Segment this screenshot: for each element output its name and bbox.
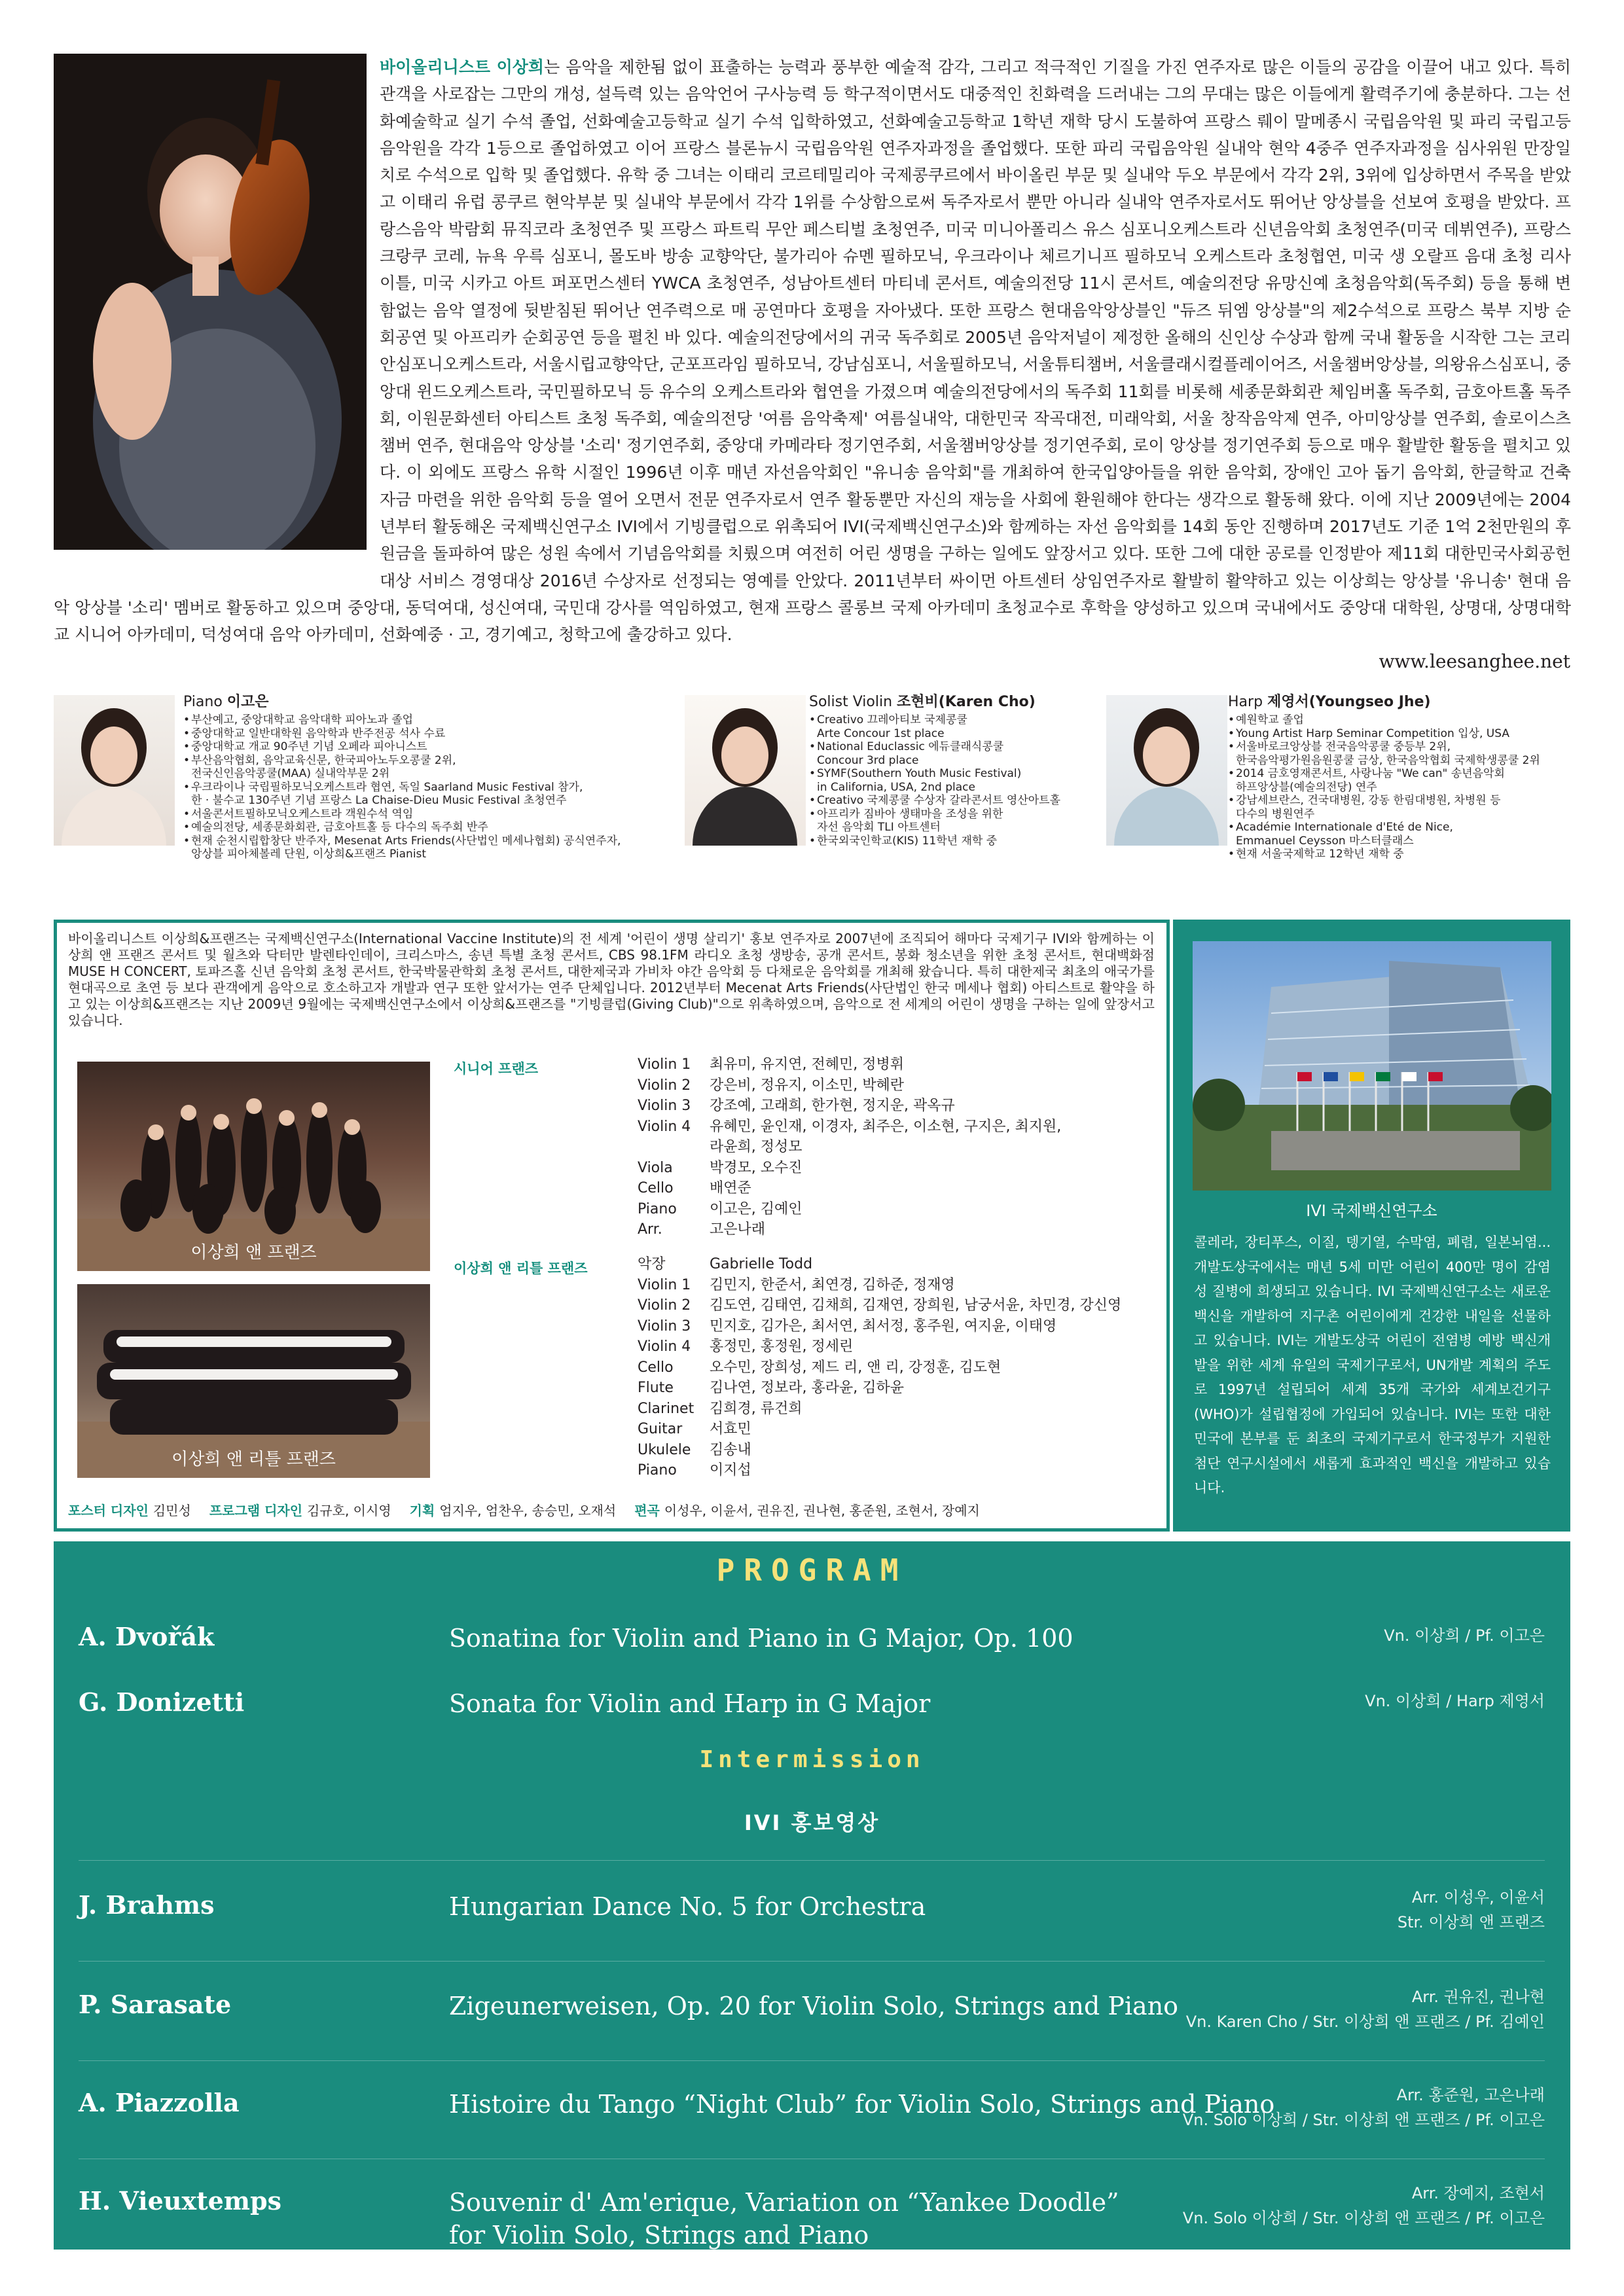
roster-names: 이고은, 김예인 — [710, 1200, 803, 1217]
program-performer-line: Vn. Solo 이상희 / Str. 이상희 앤 프랜즈 / Pf. 이고은 — [1182, 2111, 1545, 2129]
program-divider — [79, 1961, 1545, 1962]
roster-names: 유혜민, 윤인재, 이경자, 최주은, 이소현, 구지은, 최지원, — [710, 1118, 1062, 1135]
performer-name-text: 제영서(Youngseo Jhe) — [1267, 694, 1431, 710]
performer-profile-item: • National Educlassic 에듀클래식콩쿨 — [809, 740, 1060, 754]
roster-part: Violin 1 — [638, 1056, 691, 1073]
roster-names: 민지호, 김가은, 최서연, 최서정, 홍주원, 여지윤, 이태영 — [710, 1318, 1057, 1335]
program-performer-line: Arr. 권유진, 권나현 — [1411, 1988, 1545, 2006]
performer-profile-item: 전국신인음악콩쿨(MAA) 실내악부문 2위 — [191, 767, 390, 780]
performer-name — [809, 691, 1036, 711]
performer-role: Solist Violin — [809, 694, 897, 710]
program-performers — [1398, 1885, 1545, 1935]
program-performers — [1183, 2083, 1545, 2132]
roster-names: Gabrielle Todd — [710, 1256, 813, 1272]
credit-value: 이성우, 이윤서, 권유진, 권나현, 홍준원, 조현서, 장예지 — [664, 1503, 980, 1518]
performer-profile-item: Emmanuel Ceysson 마스터클래스 — [1236, 834, 1414, 848]
performer-photo — [54, 695, 175, 846]
roster-row — [638, 1054, 1061, 1075]
bio-body: 는 음악을 제한됨 없이 표출하는 능력과 풍부한 예술적 감각, 그리고 적극적인 기질을 가진 연주자로 많은 이들의 공감을 이끌어 내고 있다. 특히 관객을 사로잡는 그만의 개성, 설득력 있는 음악언어 구사능력 등 학구적이면서도 대중적인 친화력을 드러내는 그의 무대는 많은 이들에게 활력주기에 충분하다. 그는 선화예술학교 실기 수석 졸업, 선화예술고등학교 실기 수석 입학하였고, 선화예술고등학교 1학년 재학 당시 도불하여 프랑스 뤠이 말메종시 국립음악원 및 파리 국립고등음악원을 각각 1등으로 졸업하였고 이어 프랑스 블론뉴시 국립음악원 연주자과정을 졸업했다. 또한 파리 국립음악원 실내악 현악 4중주 연주자과정을 심사위원 만장일치로 수석으로 입학 및 졸업했다. 유학 중 그녀는 이태리 코르테밀리아 국제콩쿠르에서 바이올린 부문 및 실내악 두오 부문에서 각각 2위, 3위에 입상하면서 주목을 받았고 이태리 유럽 콩쿠르 현악부분 및 실내악 부문에서 각각 1위를 수상함으로써 독주자로서 뿐만 아니라 실내악 연주자로서도 뛰어난 앙상블을 선보여 호평을 받았다. 프랑스음악 박람회 뮤직코라 초청연주 및 프랑스 파트릭 무안 페스티벌 초청연주, 미국 미니아폴리스 유스 심포니오케스트라 신년음악회 초청연주(미국 데뷔연주), 프랑스 크랑쿠 코레, 뉴욕 우륵 심포니, 몰도바 방송 교향악단, 불가리아 슈멘 필하모닉, 우크라이나 체르기니프 필하모닉 오케스트라 초청협연, 미국 생 오랄프 음대 초청 리사이틀, 미국 시카고 아트 퍼포먼스센터 YWCA 초청연주, 성남아트센터 마티네 콘서트, 예술의전당 11시 콘서트, 예술의전당 유망신예 초청음악회(독주회) 등을 통해 변함없는 음악 열정에 뒷받침된 뛰어난 연주력으로 매 공연마다 호평을 자아냈다. 또한 프랑스 현대음악앙상블인 "듀즈 뒤엠 앙상블"의 제2수석으로 프랑스 북부 지방 순회공연 및 아프리카 순회공연 등을 펼친 바 있다. 예술의전당에서의 귀국 독주회로 2005년 음악저널이 제정한 올해의 신인상 수상과 함께 국내 활동을 시작한 그는 코리안심포니오케스트라, 서울시립교향악단, 군포프라임 필하모닉, 강남심포니, 서울필하모닉, 서울튜티챔버, 서울클래시컬플레이어즈, 서울챔버앙상블, 의왕유스심포니, 중앙대 윈드오케스트라, 국민필하모닉 등 유수의 오케스트라와 협연을 가졌으며 예술의전당에서의 독주회 11회를 비롯해 세종문화회관 체임버홀 독주회, 금호아트홀 독주회, 이원문화센터 아티스트 초청 독주회, 예술의전당 '여름 음악축제' 여름실내악, 대한민국 작곡대전, 미래악회, 서울 창작음악제 연주, 아미앙상블 연주회, 솔로이스츠챔버 연주, 현대음악 앙상블 '소리' 정기연주회, 중앙대 카메라타 정기연주회, 서울챔버앙상블 정기연주회, 로이 앙상블 정기연주회 등으로 매우 활발한 활동을 펼치고 있다. 이 외에도 프랑스 유학 시절인 1996년 이후 매년 자선음악회인 "유니송 음악회"를 개최하여 한국입양아들을 위한 음악회, 장애인 고아 돕기 음악회, 한글학교 건축자금 마련을 위한 음악회 등을 열어 오면서 전문 연주자로서 연주 활동뿐만 자신의 재능을 사회에 환원해야 한다는 생각으로 활동해 왔다. 이에 지난 2009년에는 2004년부터 활동해온 국제백신연구소 IVI에서 기빙클럽으로 위촉되어 IVI(국제백신연구소)와 함께하는 자선 음악회를 14회 동안 진행하며 2017년도 기준 1억 2천만원의 후원금을 돌파하여 많은 성원 속에서 기념음악회를 치뤘으며 여전히 어린 생명을 구하는 일에도 앞장서고 있다. 또한 그에 대한 공로를 인정받아 제11회 대한민국사회공헌대상 서비스 경영대상 2016년 수상자로 선정되는 영예를 안았다. 2011년부터 싸이먼 아트센터 상임연주자로 활발히 활약하고 있는 이상희는 앙상블 '유니송' 현대 음악 앙상블 '소리' 멤버로 활동하고 있으며 중앙대, 동덕여대, 성신여대, 국민대 강사를 역임하였고, 현재 프랑스 콜롱브 국제 아카데미 초청교수로 후학을 양성하고 있으며 국내에서도 중앙대 대학원, 상명대, 상명대학교 시니어 아카데미, 덕성여대 음악 아카데미, 선화예중 · 고, 경기예고, 청학고에 출강하고 있다. — [54, 58, 1571, 645]
roster-names: 김민지, 한준서, 최연경, 김하준, 정재영 — [710, 1276, 955, 1293]
program-work — [449, 1622, 1074, 1655]
program-work — [449, 2088, 1274, 2121]
roster-part: 악장 — [638, 1256, 666, 1272]
roster-names: 오수민, 장희성, 제드 리, 앤 리, 강정훈, 김도현 — [710, 1359, 1001, 1376]
performer-profile-item: • 한국외국인학교(KIS) 11학년 재학 중 — [809, 834, 1060, 848]
roster-part: Flute — [638, 1380, 674, 1396]
program-composer: G. Donizetti — [79, 1687, 245, 1717]
performer-profile-item: 한국음악평가원음원콩쿨 금상, 한국음악협회 국제학생콩쿨 2위 — [1236, 753, 1540, 767]
performer-profile-item: 앙상블 피아체볼레 단원, 이상희&프랜즈 Pianist — [191, 848, 427, 861]
performer-name — [183, 691, 269, 711]
ivi-promo-video-label: IVI 홍보영상 — [744, 1810, 880, 1835]
roster-names: 김송내 — [710, 1441, 751, 1458]
roster-names: 박경모, 오수진 — [710, 1159, 803, 1176]
performer-profile-item: • 예술의전당, 세종문화회관, 금호아트홀 등 다수의 독주회 반주 — [183, 821, 621, 834]
program-performer-line: Arr. 장예지, 조현서 — [1411, 2184, 1545, 2202]
performer-profile-item: in California, USA, 2nd place — [817, 780, 975, 794]
senior-friends-photo — [77, 1062, 430, 1271]
performer-profile-item: • 2014 금호영재콘서트, 사랑나눔 "We can" 송년음악회 — [1228, 767, 1540, 781]
program-work-line: Souvenir d' Am'erique, Variation on “Yankee Doodle” — [449, 2188, 1119, 2217]
program-performer-line: Vn. 이상희 / Pf. 이고은 — [1384, 1626, 1545, 1645]
roster-names: 김희경, 류건희 — [710, 1400, 803, 1417]
performer-profile-list — [183, 713, 621, 861]
performer-photo — [1106, 695, 1227, 846]
performer-photo — [685, 695, 806, 846]
little-friends-photo — [77, 1284, 430, 1478]
roster-part: Viola — [638, 1159, 673, 1176]
performer-profile-item: • Creativo 끄레아티보 국제콩쿨 — [809, 713, 1060, 727]
program-work — [449, 2186, 1119, 2251]
roster-part: Violin 4 — [638, 1338, 691, 1355]
little-friends-caption: 이상희 앤 리틀 프랜즈 — [171, 1450, 336, 1469]
little-friends-label: 이상희 앤 리틀 프랜즈 — [454, 1261, 588, 1276]
roster-row — [638, 1178, 1061, 1199]
roster-names: 강은비, 정유지, 이소민, 박혜란 — [710, 1077, 904, 1094]
roster-row — [638, 1075, 1061, 1096]
program-performer-line: Str. 이상희 앤 프랜즈 — [1397, 1913, 1545, 1931]
program-divider — [79, 1860, 1545, 1861]
credits-line — [68, 1500, 980, 1519]
program-performer-line: Arr. 이성우, 이윤서 — [1411, 1888, 1545, 1907]
program-composer: A. Dvořák — [79, 1622, 215, 1651]
performer-profile-item: • 부산음악협회, 음악교육신문, 한국피아노두오콩쿨 2위, — [183, 754, 621, 768]
roster-row — [638, 1357, 1121, 1378]
ivi-building-photo — [1193, 941, 1551, 1191]
credit-label: 편곡 — [634, 1503, 664, 1518]
roster-names: 배연준 — [710, 1180, 751, 1196]
performer-profile-item: • 부산예고, 중앙대학교 음악대학 피아노과 졸업 — [183, 713, 621, 727]
program-work — [449, 1990, 1178, 2022]
roster-part: Violin 3 — [638, 1318, 691, 1335]
roster-names: 라윤희, 정성모 — [710, 1139, 803, 1155]
roster-row — [638, 1096, 1061, 1117]
performer-profile-item: • 현재 순천시립합창단 반주자, Mesenat Arts Friends(사단법인 메세나협회) 공식연주자, — [183, 834, 621, 848]
credit-value: 엄지우, 엄찬우, 송승민, 오재석 — [439, 1503, 617, 1518]
roster-part: Cello — [638, 1359, 674, 1376]
roster-names: 강조예, 고래희, 한가현, 정지운, 곽옥규 — [710, 1098, 955, 1114]
little-roster — [638, 1254, 1121, 1481]
senior-roster — [638, 1054, 1061, 1240]
program-work-line: for Violin Solo, Strings and Piano — [449, 2221, 869, 2250]
performer-profile-item: • Young Artist Harp Seminar Competition 입상, USA — [1228, 727, 1540, 741]
performer-profile-item: 자선 음악회 TLI 아트센터 — [817, 821, 941, 834]
performer-profile-item: Arte Concour 1st place — [817, 726, 945, 740]
roster-part: Violin 2 — [638, 1297, 691, 1314]
roster-row — [638, 1460, 1121, 1481]
roster-row — [638, 1295, 1121, 1316]
performer-profile-item: 하프앙상블(예술의전당) 연주 — [1236, 780, 1377, 794]
performer-profile-item: • 서울콘서트필하모닉오케스트라 객원수석 역임 — [183, 808, 621, 821]
roster-row — [638, 1378, 1121, 1399]
roster-row — [638, 1254, 1121, 1275]
roster-row — [638, 1440, 1121, 1461]
program-work-line: Sonatina for Violin and Piano in G Major, Op. 100 — [449, 1624, 1074, 1653]
performer-profile-item: 다수의 병원연주 — [1236, 807, 1315, 821]
program-performers — [1183, 2181, 1545, 2231]
performer-name-text: 이고은 — [226, 694, 269, 710]
roster-row — [638, 1336, 1121, 1357]
bio-name-highlight: 바이올리니스트 이상희 — [380, 58, 545, 77]
roster-part: Piano — [638, 1200, 677, 1217]
performer-profile-item: • 예원학교 졸업 — [1228, 713, 1540, 727]
roster-part: Cello — [638, 1180, 674, 1196]
senior-friends-caption: 이상희 앤 프랜즈 — [190, 1243, 317, 1263]
performer-role: Harp — [1228, 694, 1268, 710]
program-performer-line: Arr. 홍준원, 고은나래 — [1396, 2086, 1545, 2104]
program-work — [449, 1687, 930, 1720]
intermission-label: Intermission — [699, 1746, 925, 1773]
performer-name-text: 조현비(Karen Cho) — [897, 694, 1036, 710]
program-performer-line: Vn. Karen Cho / Str. 이상희 앤 프랜즈 / Pf. 김예인 — [1185, 2013, 1545, 2031]
roster-row — [638, 1419, 1121, 1440]
roster-part: Guitar — [638, 1421, 683, 1437]
roster-row — [638, 1117, 1061, 1138]
roster-part: Clarinet — [638, 1400, 695, 1417]
roster-row — [638, 1275, 1121, 1296]
website-url: www.leesanghee.net — [1379, 651, 1570, 672]
roster-part: Arr. — [638, 1221, 662, 1238]
performer-profile-item: • 아프리카 짐바아 생태마을 조성을 위한 — [809, 808, 1060, 821]
credit-value: 김민성 — [153, 1503, 191, 1518]
performer-profile-item: • 중앙대학교 일반대학원 음악학과 반주전공 석사 수료 — [183, 727, 621, 741]
program-composer: P. Sarasate — [79, 1990, 232, 2019]
roster-names: 홍정민, 홍정원, 정세린 — [710, 1338, 854, 1355]
roster-part: Violin 1 — [638, 1276, 691, 1293]
roster-row — [638, 1158, 1061, 1179]
senior-friends-label: 시니어 프랜즈 — [454, 1061, 539, 1077]
program-performer-line: Vn. Solo 이상희 / Str. 이상희 앤 프랜즈 / Pf. 이고은 — [1182, 2209, 1545, 2227]
credit-label: 기획 — [409, 1503, 440, 1518]
roster-row — [638, 1316, 1121, 1337]
roster-part: Violin 2 — [638, 1077, 691, 1094]
photo-spacer — [54, 54, 380, 577]
program-divider — [79, 2060, 1545, 2061]
credit-value: 김규호, 이시영 — [307, 1503, 391, 1518]
roster-row — [638, 1219, 1061, 1240]
performer-role: Piano — [183, 694, 227, 710]
roster-row — [638, 1399, 1121, 1420]
roster-names: 김나연, 정보라, 홍라윤, 김하윤 — [710, 1380, 904, 1396]
roster-part: Violin 4 — [638, 1118, 691, 1135]
roster-row — [638, 1199, 1061, 1220]
performer-profile-item: • 서울바로크앙상블 전국음악콩쿨 중등부 2위, — [1228, 740, 1540, 754]
roster-part: Ukulele — [638, 1441, 691, 1458]
roster-names: 고은나래 — [710, 1221, 766, 1238]
program-composer: J. Brahms — [79, 1890, 215, 1920]
performer-profile-item: • SYMF(Southern Youth Music Festival) — [809, 767, 1060, 781]
program-composer: A. Piazzolla — [79, 2088, 240, 2117]
performer-profile-item: • 우크라이나 국립필하모닉오케스트라 협연, 독일 Saarland Music Festival 참가, — [183, 781, 621, 795]
roster-names: 서효민 — [710, 1421, 751, 1437]
performer-profile-item: • 강남세브란스, 건국대병원, 강동 한림대병원, 차병원 등 — [1228, 794, 1540, 808]
program-work-line: Sonata for Violin and Harp in G Major — [449, 1689, 931, 1718]
roster-row — [638, 1137, 1061, 1158]
credit-label: 포스터 디자인 — [68, 1503, 153, 1518]
performer-profile-list — [1228, 713, 1540, 861]
friends-intro-text: 바이올리니스트 이상희&프랜즈는 국제백신연구소(International Vaccine Institute)의 전 세계 '어린이 생명 살리기' 홍보 연주자로 2007년에 조직되어 해마다 국제기구 IVI와 함께하는 이상희 앤 프랜즈 콘서트 및 월츠와 닥터만 발렌타인데이, 크리스마스, 송년 특별 초청 콘서트, CBS 98.1FM 라디오 초청 생방송, 공개 콘서트, 봉화 청소년을 위한 초청 콘서트, 현대백화점 MUSE H CONCERT, 토파즈홀 신년 음악회 초청 콘서트, 한국박물관학회 초청 콘서트, 대한제국과 가비차 야간 음악회 등 다채로운 음악회를 개최해 왔습니다. 특히 대한제국 최초의 애국가를 현대곡으로 초연 등 보다 관객에게 음악으로 호소하고자 개발과 연구 또한 앞서가는 연주 단체입니다. 2012년부터 Mecenat Arts Friends(사단법인 한국 메세나 협회) 아티스트로 활약을 하고 있는 이상희&프랜즈는 지난 2009년 9월에는 국제백신연구소에서 이상희&프랜즈를 "기빙클럽(Giving Club)"으로 위촉하였으며, 음악으로 전 세계의 어린이 생명을 구하는 일에 앞장서고 있습니다. — [68, 931, 1155, 1028]
performer-profile-item: Concour 3rd place — [817, 753, 919, 767]
performer-name — [1228, 691, 1431, 711]
credit-label: 프로그램 디자인 — [209, 1503, 307, 1518]
ivi-building-illustration — [1193, 941, 1551, 1191]
program-work-line: Zigeunerweisen, Op. 20 for Violin Solo, Strings and Piano — [449, 1992, 1179, 2020]
program-work-line: Hungarian Dance No. 5 for Orchestra — [449, 1892, 926, 1921]
program-composer: H. Vieuxtemps — [79, 2186, 281, 2215]
roster-names: 이지섭 — [710, 1462, 751, 1479]
performer-profile-item: • 중앙대학교 개교 90주년 기념 오페라 피아니스트 — [183, 740, 621, 754]
violinist-biography — [54, 54, 1571, 649]
roster-part: Piano — [638, 1462, 677, 1479]
program-performers — [1365, 1689, 1545, 1713]
program-title: PROGRAM — [716, 1552, 908, 1588]
ivi-title: IVI 국제백신연구소 — [1306, 1202, 1437, 1220]
performer-profile-item: • Creativo 국제콩쿨 수상자 갈라콘서트 영산아트홀 — [809, 794, 1060, 808]
program-performers — [1186, 1984, 1545, 2034]
roster-names: 김도연, 김태연, 김채희, 김재연, 장희원, 남궁서윤, 차민경, 강신영 — [710, 1297, 1122, 1314]
program-work-line: Histoire du Tango “Night Club” for Violin Solo, Strings and Piano — [449, 2090, 1275, 2119]
ivi-description: 콜레라, 장티푸스, 이질, 뎅기열, 수막염, 폐렴, 일본뇌염... 개발도상국에서는 매년 5세 미만 어린이 400만 명이 감염성 질병에 희생되고 있습니다. IVI 국제백신연구소는 새로운 백신을 개발하여 지구촌 어린이에게 건강한 내일을 선물하고 있습니다. IVI는 개발도상국 어린이 전염병 예방 백신개발을 위한 세계 유일의 국제기구로서, UN개발 계획의 주도로 1997년 설립되어 세계 35개 국가와 세계보건기구(WHO)가 설립협정에 가입되어 있습니다. IVI는 또한 대한민국에 본부를 둔 최초의 국제기구로서 한국정부가 지원한 첨단 연구시설에서 새롭게 효과적인 백신을 개발하고 있습니다. — [1194, 1234, 1551, 1496]
program-performers — [1384, 1623, 1545, 1648]
roster-part: Violin 3 — [638, 1098, 691, 1114]
performer-profile-item: 한 · 불수교 130주년 기념 프랑스 La Chaise-Dieu Music Festival 초청연주 — [191, 794, 567, 807]
performer-profile-list — [809, 713, 1060, 848]
roster-part — [638, 1137, 710, 1158]
performer-profile-item: • 현재 서울국제학교 12학년 재학 중 — [1228, 848, 1540, 861]
program-performer-line: Vn. 이상희 / Harp 제영서 — [1365, 1692, 1545, 1710]
performer-profile-item: • Académie Internationale d'Eté de Nice, — [1228, 821, 1540, 834]
program-work — [449, 1890, 926, 1923]
roster-names: 최유미, 유지연, 전혜민, 정병휘 — [710, 1056, 904, 1073]
